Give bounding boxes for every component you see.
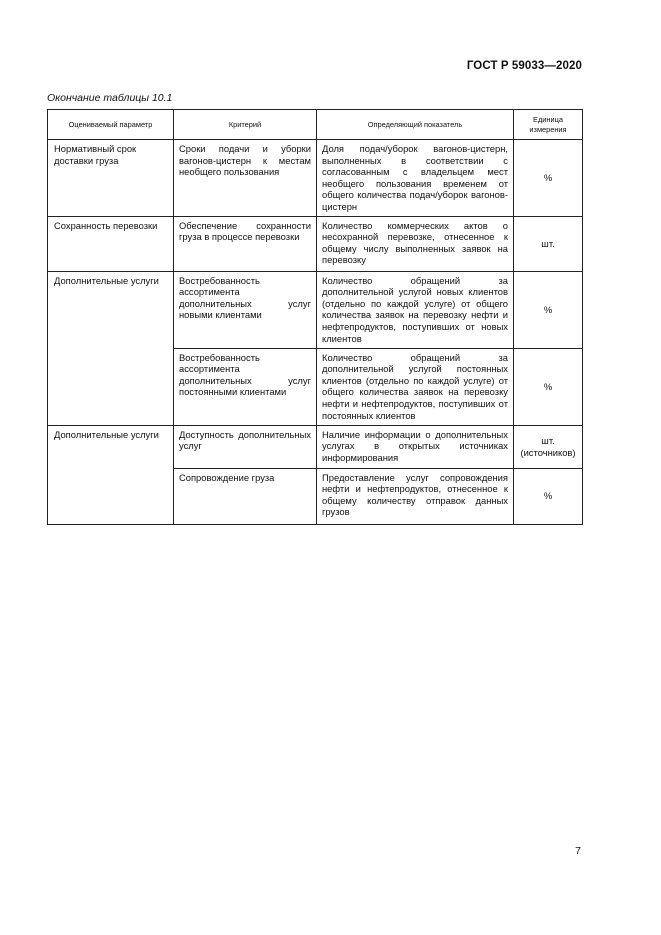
- table-header-row: [48, 110, 583, 140]
- table-row: [48, 140, 583, 217]
- indicator-cell: Количество обращений за дополнительной услугой новых клиентов (отдельно по каждой услуге) от общего количества заявок на перевозку нефти и нефтепродуктов, поступивших от новых клиентов: [317, 271, 514, 348]
- param-cell: Дополнительные услуги: [48, 271, 174, 425]
- param-cell: Дополнительные услуги: [48, 425, 174, 524]
- table-row: [48, 271, 583, 348]
- unit-cell: шт.: [514, 216, 583, 271]
- unit-cell: шт. (источников): [514, 425, 583, 468]
- column-header-indicator: Определяющий показатель: [317, 110, 514, 140]
- param-cell: Сохранность перевозки: [48, 216, 174, 271]
- column-header-criterion: Критерий: [174, 110, 317, 140]
- unit-cell: %: [514, 468, 583, 524]
- criterion-cell: Обеспечение сохранности груза в процессе перевозки: [174, 216, 317, 271]
- indicator-cell: Количество коммерческих актов о несохранной перевозке, отнесенное к общему числу выполненных заявок на перевозку: [317, 216, 514, 271]
- table-row: [48, 425, 583, 468]
- criterion-cell: Доступность дополнительных услуг: [174, 425, 317, 468]
- unit-cell: %: [514, 140, 583, 217]
- criterion-cell: Востребованность ассортимента дополнительных услуг новыми клиентами: [174, 271, 317, 348]
- indicator-cell: Наличие информации о дополнительных услугах в открытых источниках информирования: [317, 425, 514, 468]
- indicator-cell: Доля подач/уборок вагонов-цистерн, выполненных в соответствии с согласованным с владельцем мест необщего пользования временем от общего количества подач/уборок вагонов-цистерн: [317, 140, 514, 217]
- column-header-param: Оцениваемый параметр: [48, 110, 174, 140]
- unit-cell: %: [514, 348, 583, 425]
- standard-id: ГОСТ Р 59033—2020: [466, 60, 582, 72]
- page-number: 7: [575, 845, 581, 857]
- indicator-cell: Количество обращений за дополнительной услугой постоянных клиентов (отдельно по каждой услуге) от общего количества заявок на перевозку нефти и нефтепродуктов, поступивших от постоянных клиентов: [317, 348, 514, 425]
- criterion-cell: Востребованность ассортимента дополнительных услуг постоянными клиентами: [174, 348, 317, 425]
- column-header-unit: Единица измерения: [514, 110, 583, 140]
- criterion-cell: Сопровождение груза: [174, 468, 317, 524]
- table-caption: Окончание таблицы 10.1: [47, 92, 173, 104]
- quality-table: [47, 109, 583, 525]
- unit-cell: %: [514, 271, 583, 348]
- table-row: [48, 216, 583, 271]
- param-cell: Нормативный срок доставки груза: [48, 140, 174, 217]
- criterion-cell: Сроки подачи и уборки вагонов-цистерн к местам необщего пользования: [174, 140, 317, 217]
- indicator-cell: Предоставление услуг сопровождения нефти и нефтепродуктов, отнесенное к общему количеству отправок данных грузов: [317, 468, 514, 524]
